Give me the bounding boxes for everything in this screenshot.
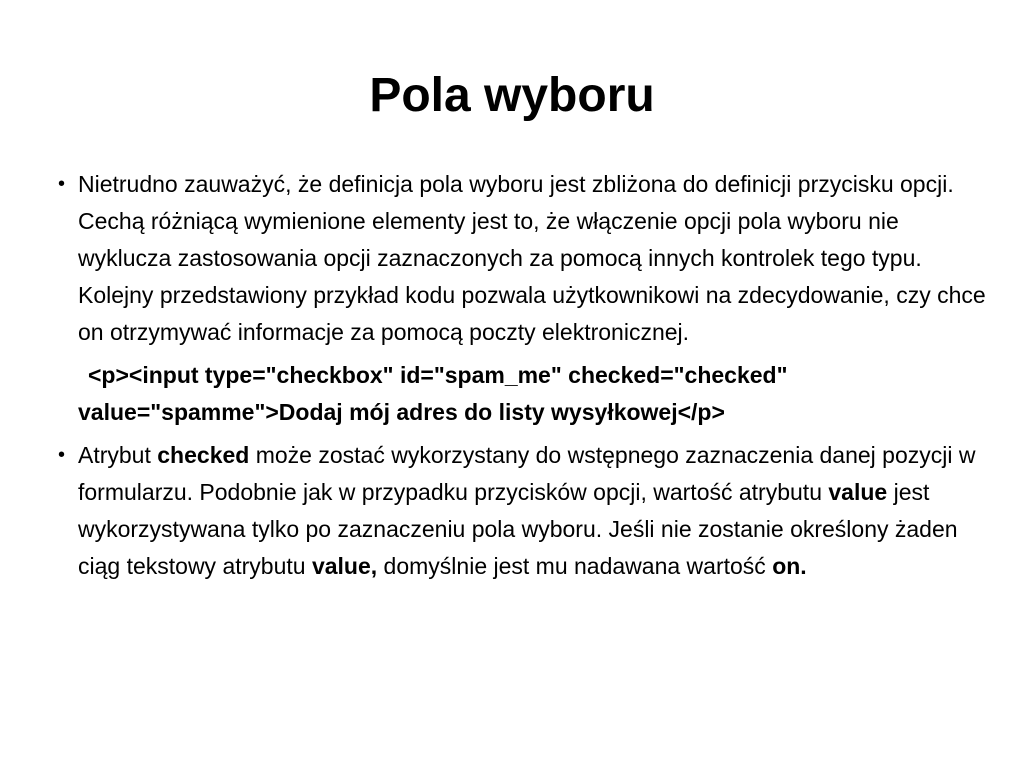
code-example: <p><input type="checkbox" id="spam_me" checked="checked" value="spamme">Dodaj mój adres do listy wysyłkowej</p> bbox=[78, 362, 788, 425]
bullet-icon: • bbox=[58, 444, 66, 466]
bullet-icon: • bbox=[58, 173, 66, 195]
keyword-on: on. bbox=[772, 553, 807, 579]
keyword-value: value bbox=[828, 479, 888, 505]
bullet-item-2 bbox=[52, 437, 992, 585]
bullet-text: Nietrudno zauważyć, że definicja pola wyboru jest zbliżona do definicji przycisku opcji. Cechą różniącą wymienione elementy jest to, że włączenie opcji pola wyboru nie wyklucza zastosowania opcji zaznaczonych za pomocą innych kontrolek tego typu. Kolejny przedstawiony przykład kodu pozwala użytkownikowi na zdecydowanie, czy chce on otrzymywać informacje za pomocą poczty elektronicznej. bbox=[78, 171, 986, 345]
bullet-item-1 bbox=[52, 166, 992, 351]
slide-title: Pola wyboru bbox=[369, 69, 655, 122]
bullet-text-part: domyślnie jest mu nadawana wartość bbox=[377, 553, 773, 579]
bullet-text-part: może zostać wykorzystany do wstępnego zaznaczenia danej pozycji w formularzu. Podobnie jak w przypadku przycisków opcji, wartość atrybutu bbox=[78, 442, 976, 505]
bullet-text-part: jest wykorzystywana tylko po zaznaczeniu pola wyboru. Jeśli nie zostanie określony żaden ciąg tekstowy atrybutu bbox=[78, 479, 958, 579]
slide-content bbox=[52, 166, 992, 591]
bullet-text-part: Atrybut bbox=[78, 442, 158, 468]
keyword-checked: checked bbox=[157, 442, 250, 468]
keyword-value: value, bbox=[311, 553, 378, 579]
